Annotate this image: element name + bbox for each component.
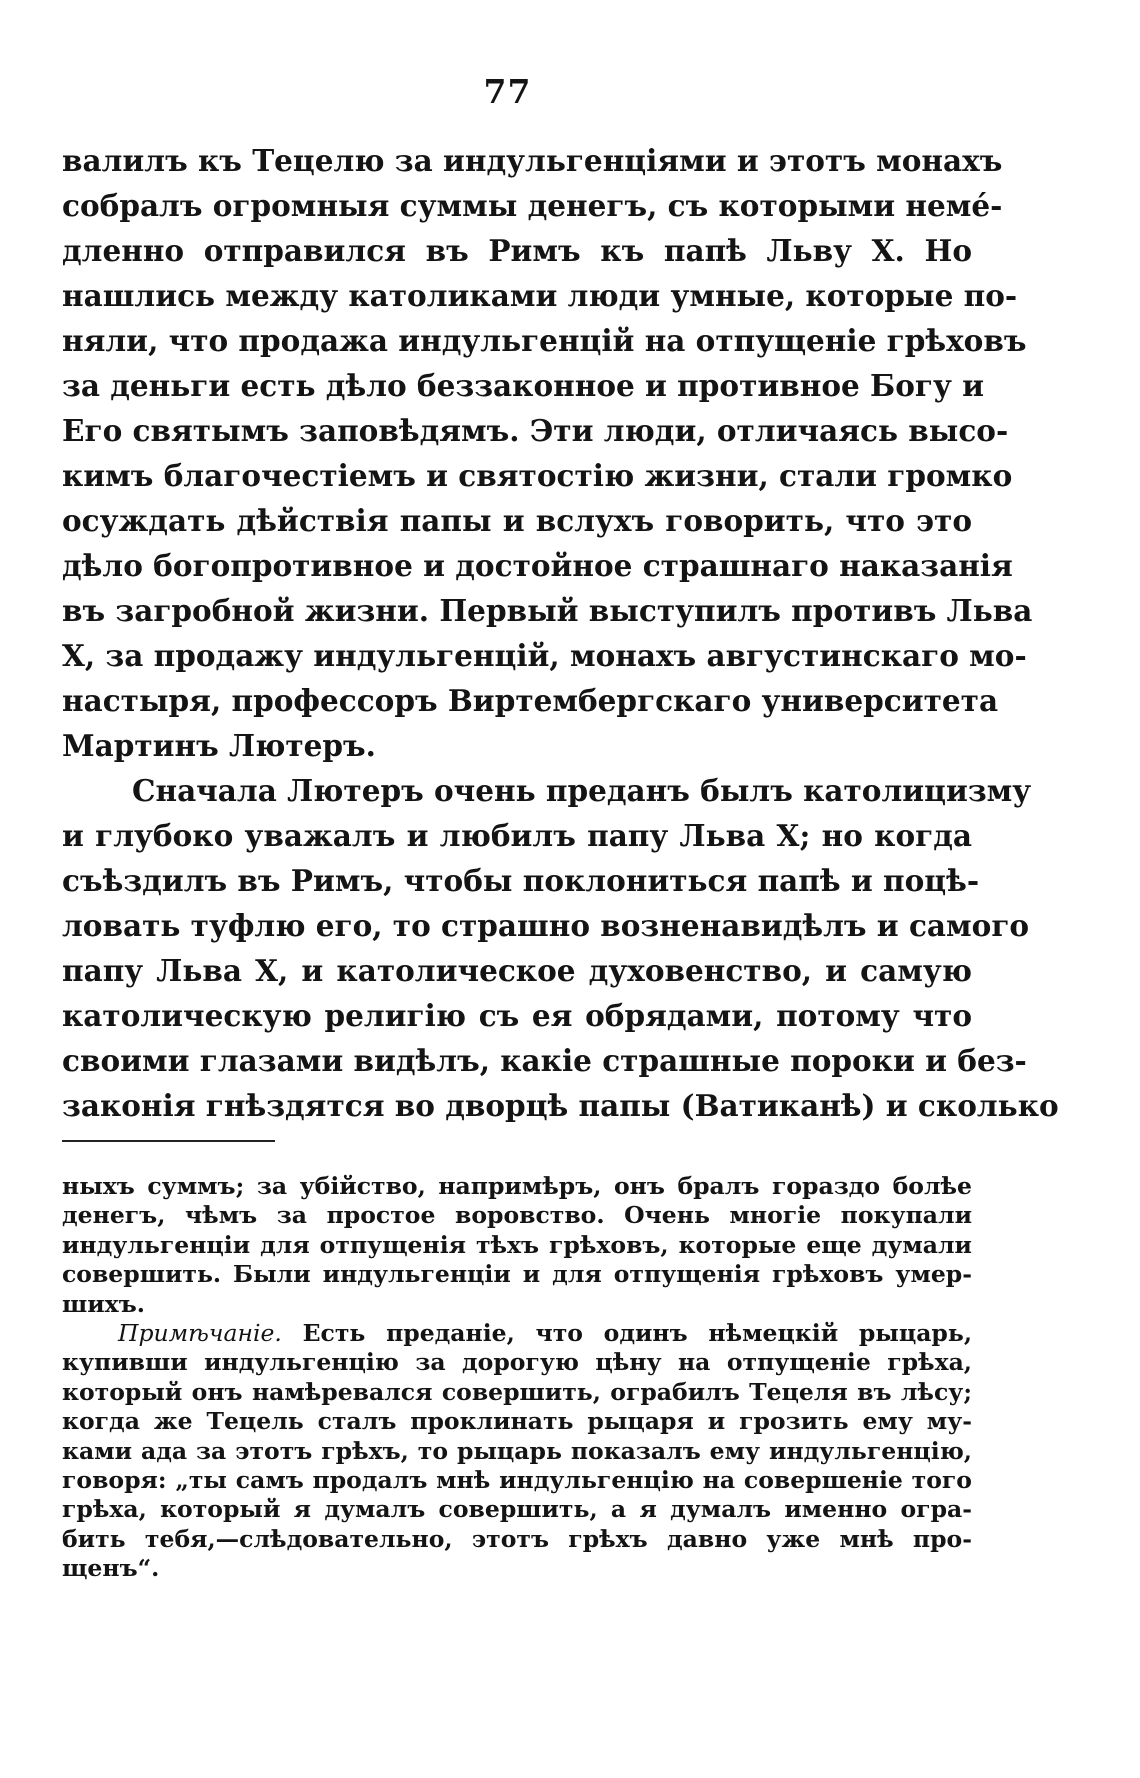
note-first-line [62,1319,972,1348]
text-line: въ загробной жизни. Первый выступилъ противъ Льва [62,593,1033,628]
text-line: съѣздилъ въ Римъ, чтобы поклониться папѣ и поцѣ- [62,863,980,898]
note-line: который онъ намѣревался совершить, ограбилъ Тецеля въ лѣсу; [62,1377,972,1406]
footnotes [62,1172,972,1583]
text-line: своими глазами видѣлъ, какіе страшные пороки и без- [62,1043,1027,1078]
text-line: законія гнѣздятся во дворцѣ папы (Ватиканѣ) и сколько [62,1088,1059,1123]
text-line: и глубоко уважалъ и любилъ папу Льва X; но когда [62,818,972,853]
note-line: когда же Тецель сталъ проклинать рыцаря и грозить ему му- [62,1407,972,1436]
text-line: X, за продажу индульгенцій, монахъ августинскаго мо- [62,638,1027,673]
footnote-line: денегъ, чѣмъ за простое воровство. Очень многіе покупали [62,1201,972,1230]
text-line: валилъ къ Тецелю за индульгенціями и этотъ монахъ [62,143,1003,178]
text-line: католическую религію съ ея обрядами, потому что [62,998,972,1033]
footnote-divider [62,1140,275,1142]
note-line: грѣха, который я думалъ совершить, а я думалъ именно огра- [62,1495,972,1524]
text-line: настыря, профессоръ Виртембергскаго университета [62,683,999,718]
text-line: осуждать дѣйствія папы и вслухъ говорить, что это [62,503,972,538]
footnote-line: индульгенціи для отпущенія тѣхъ грѣховъ, которые еще думали [62,1230,972,1259]
footnote-line: ныхъ суммъ; за убійство, напримѣръ, онъ бралъ гораздо болѣе [62,1172,972,1200]
note-first-line-text: Есть преданіе, что одинъ нѣмецкій рыцарь, [281,1318,972,1347]
text-line: собралъ огромныя суммы денегъ, съ которыми немé- [62,188,1003,223]
text-line: Сначала Лютеръ очень преданъ былъ католицизму [132,773,1032,808]
text-line: няли, что продажа индульгенцій на отпущеніе грѣховъ [62,323,1027,358]
text-line: кимъ благочестіемъ и святостію жизни, стали громко [62,458,1013,493]
page-number: 77 [483,72,532,111]
text-line: Его святымъ заповѣдямъ. Эти люди, отличаясь высо- [62,413,1009,448]
note-line: купивши индульгенцію за дорогую цѣну на отпущеніе грѣха, [62,1348,972,1377]
footnote-line: совершить. Были индульгенціи и для отпущенія грѣховъ умер- [62,1260,972,1289]
note-line: ками ада за этотъ грѣхъ, то рыцарь показалъ ему индульгенцію, [62,1436,972,1465]
text-line: Мартинъ Лютеръ. [62,728,376,763]
text-line: за деньги есть дѣло беззаконное и противное Богу и [62,368,985,403]
note-line: бить тебя,—слѣдовательно, этотъ грѣхъ давно уже мнѣ про- [62,1524,972,1553]
note-line: говоря: „ты самъ продалъ мнѣ индульгенцію на совершеніе того [62,1465,972,1494]
text-line: дѣло богопротивное и достойное страшнаго наказанія [62,548,1013,583]
footnote-line: шихъ. [62,1289,145,1318]
note-line: щенъ“. [62,1554,160,1583]
text-line: дленно отправился въ Римъ къ папѣ Льву X. Но [62,233,972,268]
main-text [62,138,1059,1128]
text-line: папу Льва X, и католическое духовенство, и самую [62,953,972,988]
note-label: Примѣчаніе. [118,1318,282,1347]
text-line: ловать туфлю его, то страшно возненавидѣлъ и самого [62,908,1030,943]
text-line: нашлись между католиками люди умные, которые по- [62,278,1018,313]
